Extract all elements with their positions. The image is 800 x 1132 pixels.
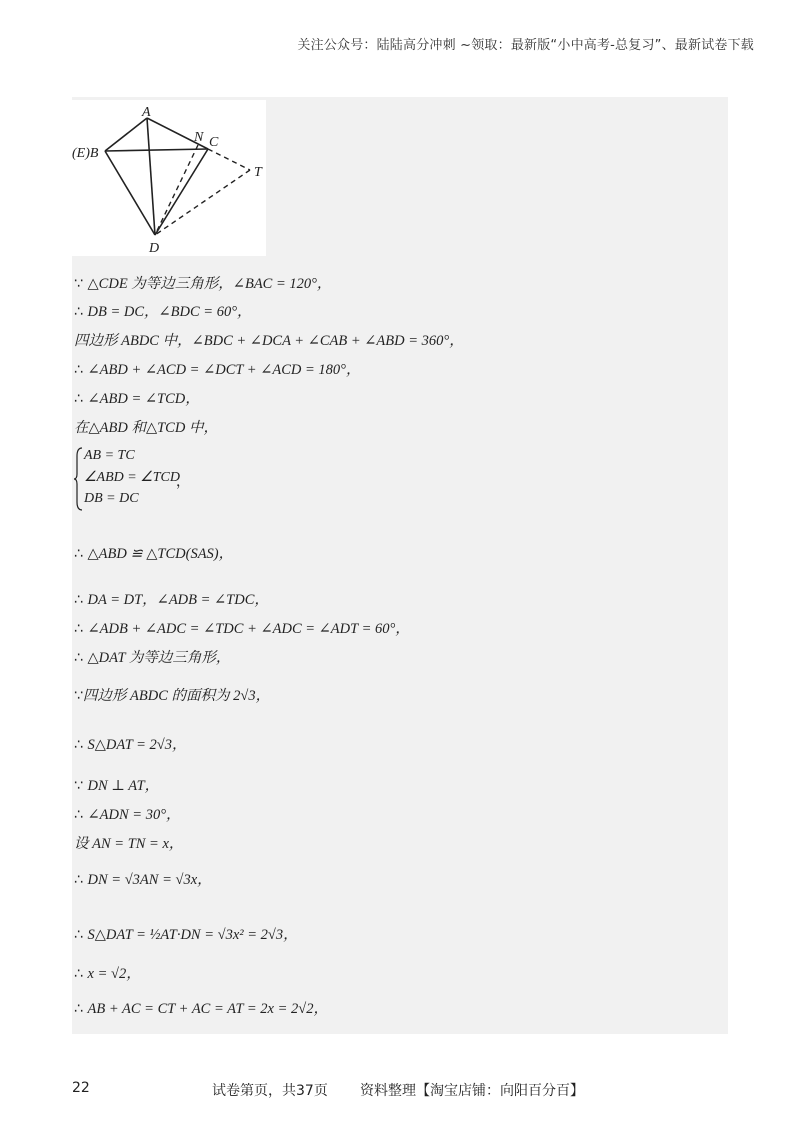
solution-line-3: 四边形 ABDC 中，∠BDC + ∠DCA + ∠CAB + ∠ABD = 360°，: [74, 333, 464, 349]
geometry-figure: [72, 100, 266, 256]
segment-dt: [155, 170, 250, 235]
solution-line-14: ∴ ∠ADN = 30°，: [74, 807, 181, 823]
system-row-1: AB = TC: [84, 448, 135, 463]
label-t: T: [254, 165, 262, 180]
page-info: 试卷第页，共37页: [212, 1083, 328, 1099]
solution-line-6: 在△ABD 和△TCD 中，: [74, 420, 218, 436]
solution-line-4: ∴ ∠ABD + ∠ACD = ∠DCT + ∠ACD = 180°，: [74, 362, 361, 378]
system-trail: ，: [176, 475, 190, 490]
segment-bd: [105, 151, 155, 235]
solution-line-1: ∵ △CDE 为等边三角形，∠BAC = 120°，: [74, 276, 332, 292]
solution-line-9: ∴ ∠ADB + ∠ADC = ∠TDC + ∠ADC = ∠ADT = 60°，: [74, 621, 410, 637]
solution-line-5: ∴ ∠ABD = ∠TCD，: [74, 391, 200, 407]
solution-line-13: ∵ DN ⊥ AT，: [74, 778, 160, 794]
solution-line-19: ∴ AB + AC = CT + AC = AT = 2x = 2√2，: [74, 1001, 328, 1017]
label-a: A: [142, 105, 151, 120]
quadrilateral-diagram: [72, 100, 266, 256]
solution-line-8: ∴ DA = DT，∠ADB = ∠TDC，: [74, 592, 269, 608]
left-brace: [74, 446, 84, 512]
equation-system: [74, 446, 224, 512]
solution-line-16: ∴ DN = √3AN = √3x，: [74, 872, 212, 888]
label-b: (E)B: [72, 146, 99, 161]
segment-dn: [155, 145, 198, 235]
solution-line-15: 设 AN = TN = x，: [74, 836, 184, 852]
system-row-3: DB = DC: [84, 491, 139, 506]
solution-line-7: ∴ △ABD ≌ △TCD(SAS)，: [74, 546, 234, 562]
solution-line-2: ∴ DB = DC，∠BDC = 60°，: [74, 304, 252, 320]
segment-cd: [155, 149, 208, 235]
solution-line-11: ∵四边形 ABDC 的面积为 2√3，: [74, 688, 271, 704]
segment-ab: [105, 118, 147, 151]
solution-line-10: ∴ △DAT 为等边三角形，: [74, 650, 231, 666]
segment-ad: [147, 118, 155, 235]
label-n: N: [194, 130, 204, 145]
system-row-2: ∠ABD = ∠TCD: [84, 470, 180, 485]
source-info: 资料整理【淘宝店铺：向阳百分百】: [360, 1083, 584, 1099]
solution-line-17: ∴ S△DAT = ½AT·DN = √3x² = 2√3，: [74, 927, 298, 943]
segment-bc: [105, 149, 208, 151]
page-number: 22: [72, 1080, 90, 1096]
solution-line-18: ∴ x = √2，: [74, 966, 141, 982]
segment-ct: [208, 149, 250, 170]
label-d: D: [149, 241, 160, 256]
label-c: C: [209, 135, 219, 150]
page-header: 关注公众号：陆陆高分冲刺 ~领取：最新版“小中高考-总复习”、最新试卷下载: [297, 38, 754, 53]
solution-line-12: ∴ S△DAT = 2√3，: [74, 737, 187, 753]
